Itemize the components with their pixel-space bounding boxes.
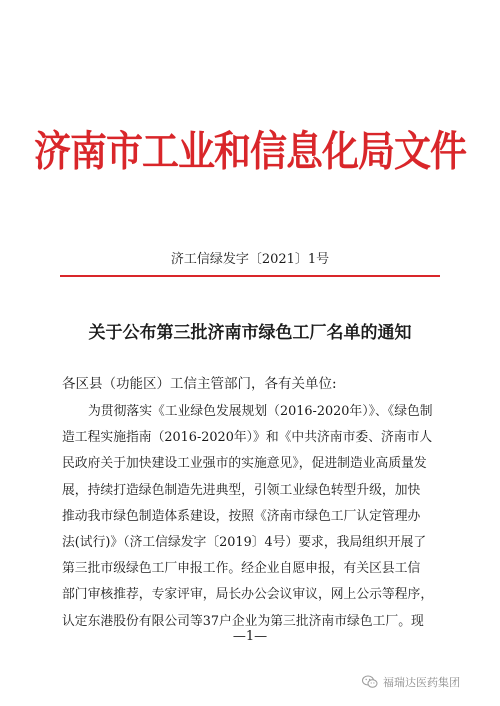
- body-line: 推动我市绿色制造体系建设，按照《济南市绿色工厂认定管理办: [62, 508, 421, 524]
- masthead: 济南市工业和信息化局文件: [34, 126, 466, 176]
- document-number: 济工信绿发字〔2021〕1号: [170, 252, 330, 267]
- watermark-text: 福瑞达医药集团: [383, 676, 460, 689]
- page-number: —1—: [232, 629, 268, 644]
- body-line: 部门审核推荐，专家评审，局长办公会议审议，网上公示等程序，: [62, 587, 434, 603]
- red-divider: [60, 275, 440, 277]
- body-line: 民政府关于加快建设工业强市的实施意见》，促进制造业高质量发: [62, 456, 427, 472]
- body-line: 第三批市级绿色工厂申报工作。经企业自愿申报，有关区县工信: [62, 561, 421, 577]
- document-title: 关于公布第三批济南市绿色工厂名单的通知: [88, 323, 412, 343]
- body-line: 法(试行)》（济工信绿发字〔2019〕4号）要求，我局组织开展了: [62, 535, 427, 551]
- body-text: [62, 399, 440, 635]
- body-line: 展，持续打造绿色制造先进典型，引领工业绿色转型升级，加快: [62, 482, 421, 498]
- body-line: 造工程实施指南（2016-2020年）》和《中共济南市委、济南市人: [62, 430, 433, 446]
- watermark: [362, 674, 460, 690]
- body-line: 为贯彻落实《工业绿色发展规划（2016-2020年）》、《绿色制: [88, 404, 433, 419]
- wechat-icon: [362, 675, 378, 689]
- body-line: 认定东港股份有限公司等37户企业为第三批济南市绿色工厂。现: [62, 613, 424, 629]
- addressee: 各区县（功能区）工信主管部门，各有关单位:: [62, 376, 337, 392]
